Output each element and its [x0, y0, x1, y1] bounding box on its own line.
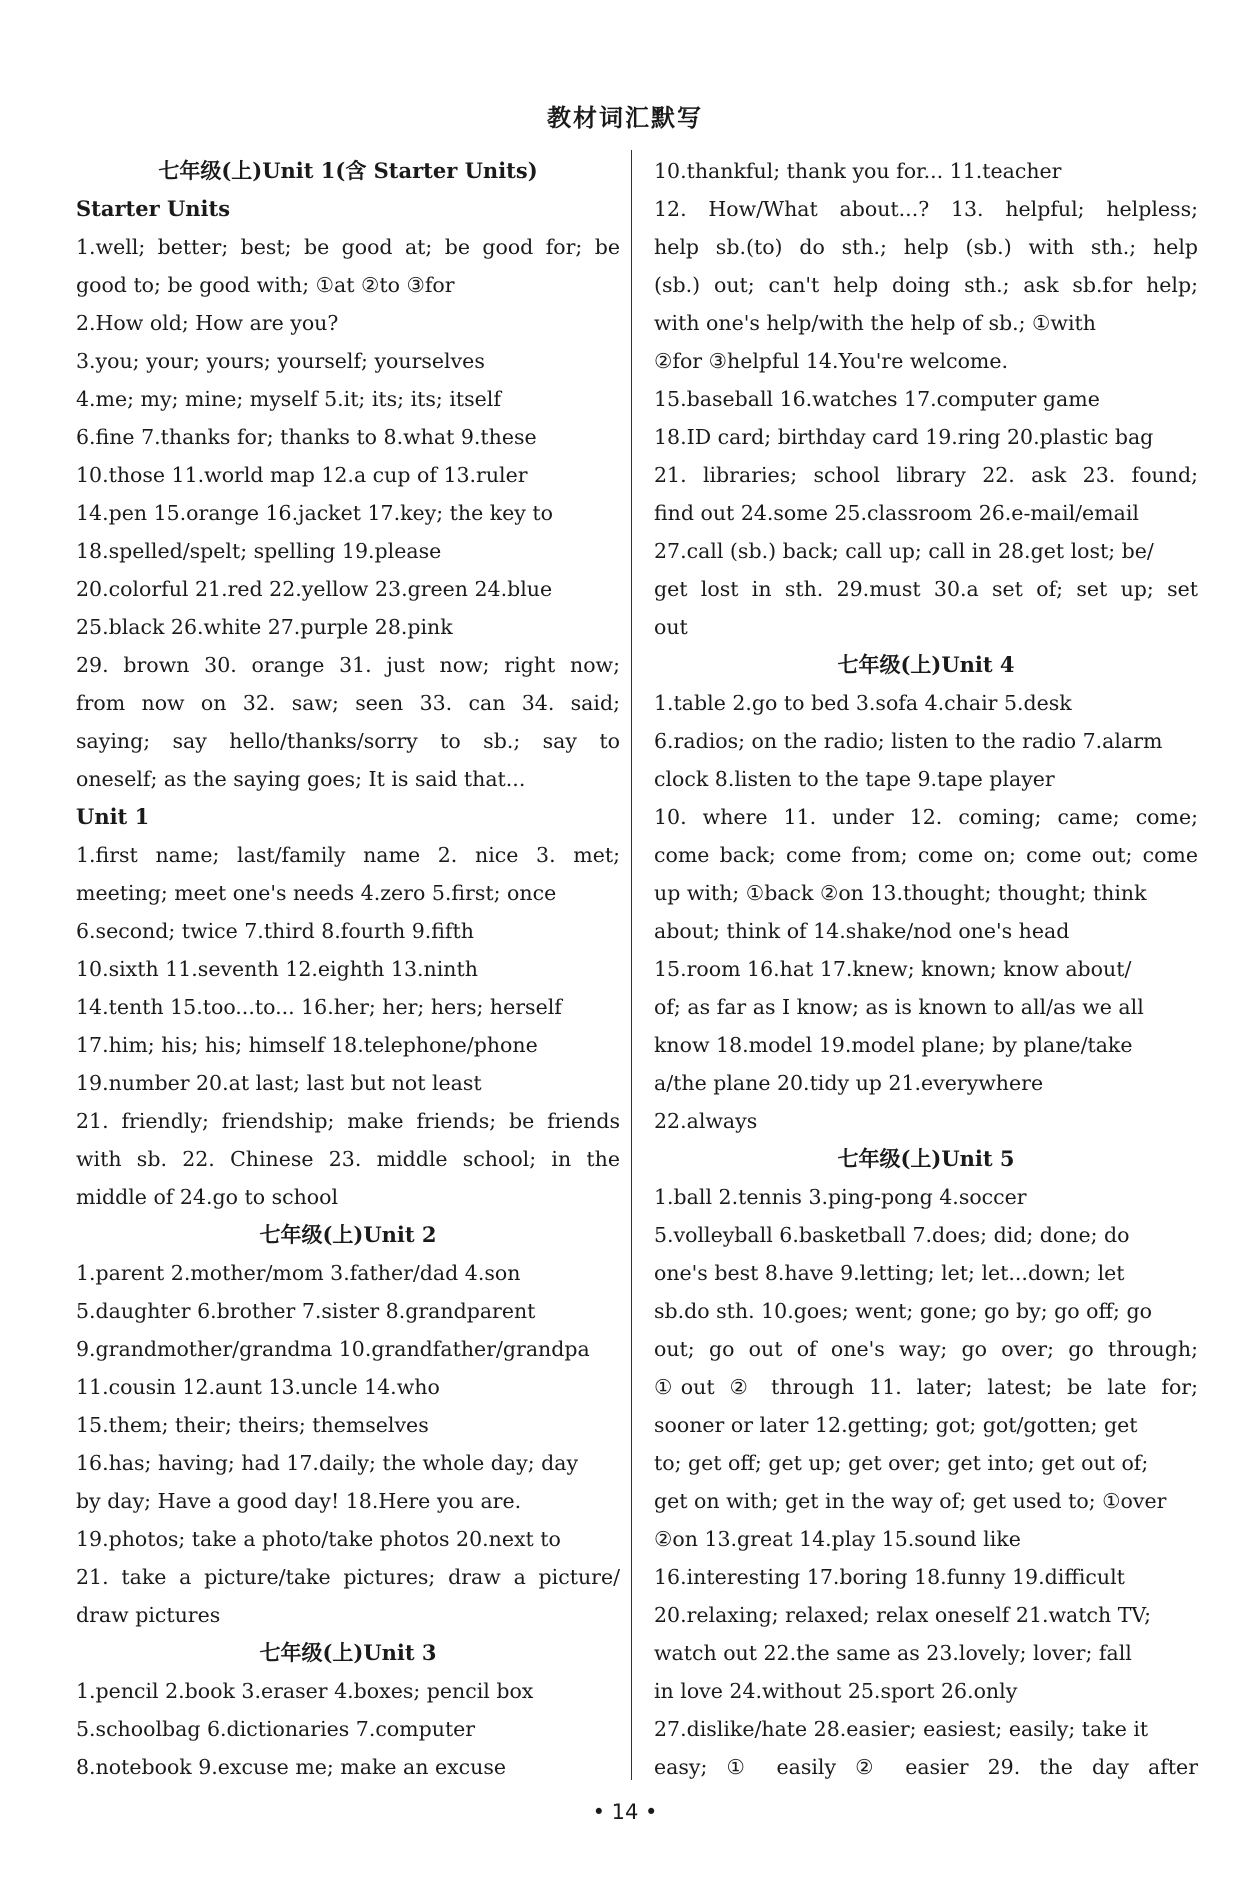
vocab-line: by day; Have a good day! 18.Here you are. [76, 1489, 522, 1513]
vocab-line: 6.radios; on the radio; listen to the radio 7.alarm [654, 729, 1163, 753]
vocab-line: with one's help/with the help of sb.; ①with [654, 311, 1096, 335]
vocab-line: 1.first name; last/family name 2. nice 3. met; [76, 843, 620, 867]
vocab-line: out [654, 615, 688, 639]
section-heading: 七年级(上)Unit 1(含 Starter Units) [158, 158, 538, 183]
vocab-line: saying; say hello/thanks/sorry to sb.; say to [76, 729, 620, 753]
vocab-line: 27.call (sb.) back; call up; call in 28.get lost; be/ [654, 539, 1154, 563]
vocab-line: draw pictures [76, 1603, 221, 1627]
vocab-line: one's best 8.have 9.letting; let; let...down; let [654, 1261, 1125, 1285]
vocab-line: 25.black 26.white 27.purple 28.pink [76, 615, 453, 639]
column-divider [631, 150, 632, 1780]
vocab-line: 22.always [654, 1109, 758, 1133]
section-heading: 七年级(上)Unit 4 [837, 652, 1015, 677]
section-heading: 七年级(上)Unit 2 [259, 1222, 437, 1247]
vocab-line: (sb.) out; can't help doing sth.; ask sb.for help; [654, 273, 1198, 297]
vocab-line: of; as far as I know; as is known to all/as we all [654, 995, 1144, 1019]
vocab-line: 1.table 2.go to bed 3.sofa 4.chair 5.desk [654, 691, 1072, 715]
section-heading: 七年级(上)Unit 3 [259, 1640, 437, 1665]
vocab-line: 15.room 16.hat 17.knew; known; know about/ [654, 957, 1132, 981]
vocab-line: 5.daughter 6.brother 7.sister 8.grandparent [76, 1299, 536, 1323]
section-heading: 七年级(上)Unit 5 [837, 1146, 1015, 1171]
section-heading: Unit 1 [76, 804, 150, 829]
section-heading: Starter Units [76, 196, 231, 221]
page-title: 教材词汇默写 [547, 104, 703, 132]
vocab-line: 5.volleyball 6.basketball 7.does; did; done; do [654, 1223, 1130, 1247]
vocab-line: 10.sixth 11.seventh 12.eighth 13.ninth [76, 957, 478, 981]
vocab-line: 19.number 20.at last; last but not least [76, 1071, 482, 1095]
vocab-line: 6.second; twice 7.third 8.fourth 9.fifth [76, 919, 474, 943]
vocab-line: 1.pencil 2.book 3.eraser 4.boxes; pencil box [76, 1679, 534, 1703]
vocab-line: 1.ball 2.tennis 3.ping-pong 4.soccer [654, 1185, 1027, 1209]
vocab-line: ②on 13.great 14.play 15.sound like [654, 1527, 1021, 1551]
vocab-line: 16.has; having; had 17.daily; the whole day; day [76, 1451, 579, 1475]
vocab-line: get on with; get in the way of; get used to; ①over [654, 1489, 1167, 1513]
vocab-line: 11.cousin 12.aunt 13.uncle 14.who [76, 1375, 440, 1399]
vocab-line: 6.fine 7.thanks for; thanks to 8.what 9.these [76, 425, 537, 449]
vocab-line: 21. libraries; school library 22. ask 23. found; [654, 463, 1198, 487]
vocab-line: 3.you; your; yours; yourself; yourselves [76, 349, 485, 373]
vocab-line: easy; ① easily ② easier 29. the day after [654, 1755, 1198, 1779]
vocab-line: come back; come from; come on; come out; come [654, 843, 1198, 867]
vocab-line: 12. How/What about...? 13. helpful; helpless; [654, 197, 1198, 221]
vocab-line: 9.grandmother/grandma 10.grandfather/grandpa [76, 1337, 590, 1361]
vocab-line: 14.pen 15.orange 16.jacket 17.key; the key to [76, 501, 553, 525]
vocab-line: 15.baseball 16.watches 17.computer game [654, 387, 1100, 411]
vocab-line: 20.colorful 21.red 22.yellow 23.green 24.blue [76, 577, 553, 601]
vocab-line: 20.relaxing; relaxed; relax oneself 21.watch TV; [654, 1603, 1152, 1627]
vocab-line: meeting; meet one's needs 4.zero 5.first; once [76, 881, 557, 905]
vocab-line: 5.schoolbag 6.dictionaries 7.computer [76, 1717, 476, 1741]
vocab-line: 1.well; better; best; be good at; be good for; be [76, 235, 620, 259]
vocab-line: 29. brown 30. orange 31. just now; right now; [76, 653, 620, 677]
vocab-line: 15.them; their; theirs; themselves [76, 1413, 429, 1437]
vocab-line: 18.ID card; birthday card 19.ring 20.plastic bag [654, 425, 1154, 449]
vocab-line: 21. friendly; friendship; make friends; be friends [76, 1109, 620, 1133]
vocab-line: about; think of 14.shake/nod one's head [654, 919, 1070, 943]
vocab-line: ①out ② through 11. later; latest; be late for; [654, 1375, 1198, 1399]
vocab-line: in love 24.without 25.sport 26.only [654, 1679, 1018, 1703]
vocab-line: find out 24.some 25.classroom 26.e-mail/email [654, 501, 1139, 525]
vocab-line: help sb.(to) do sth.; help (sb.) with sth.; help [654, 235, 1198, 259]
vocab-line: get lost in sth. 29.must 30.a set of; set up; set [654, 577, 1198, 601]
vocab-line: 10.those 11.world map 12.a cup of 13.ruler [76, 463, 528, 487]
vocab-line: 1.parent 2.mother/mom 3.father/dad 4.son [76, 1261, 521, 1285]
vocab-line: 16.interesting 17.boring 18.funny 19.difficult [654, 1565, 1125, 1589]
vocab-line: ②for ③helpful 14.You're welcome. [654, 349, 1009, 373]
vocab-line: clock 8.listen to the tape 9.tape player [654, 767, 1055, 791]
vocab-line: 21. take a picture/take pictures; draw a picture/ [76, 1565, 620, 1589]
vocab-line: oneself; as the saying goes; It is said that... [76, 767, 526, 791]
vocab-line: out; go out of one's way; go over; go through; [654, 1337, 1198, 1361]
vocab-line: a/the plane 20.tidy up 21.everywhere [654, 1071, 1044, 1095]
vocab-line: watch out 22.the same as 23.lovely; lover; fall [654, 1641, 1132, 1665]
vocab-line: middle of 24.go to school [76, 1185, 339, 1209]
vocab-line: 17.him; his; his; himself 18.telephone/phone [76, 1033, 538, 1057]
vocab-line: 4.me; my; mine; myself 5.it; its; its; itself [76, 387, 501, 411]
vocab-line: with sb. 22. Chinese 23. middle school; in the [76, 1147, 620, 1171]
page-number: • 14 • [592, 1800, 658, 1824]
vocab-line: 2.How old; How are you? [76, 311, 339, 335]
vocab-line: 27.dislike/hate 28.easier; easiest; easily; take it [654, 1717, 1149, 1741]
vocab-line: from now on 32. saw; seen 33. can 34. said; [76, 691, 620, 715]
vocab-line: up with; ①back ②on 13.thought; thought; think [654, 881, 1147, 905]
left-column [76, 152, 620, 1786]
vocab-line: good to; be good with; ①at ②to ③for [76, 273, 455, 297]
vocab-line: to; get off; get up; get over; get into; get out of; [654, 1451, 1149, 1475]
vocab-line: know 18.model 19.model plane; by plane/take [654, 1033, 1133, 1057]
vocab-line: 10.thankful; thank you for... 11.teacher [654, 159, 1062, 183]
vocab-line: 10. where 11. under 12. coming; came; come; [654, 805, 1198, 829]
vocab-line: sooner or later 12.getting; got; got/gotten; get [654, 1413, 1138, 1437]
vocab-line: sb.do sth. 10.goes; went; gone; go by; go off; go [654, 1299, 1152, 1323]
vocab-line: 14.tenth 15.too...to... 16.her; her; hers; herself [76, 995, 562, 1019]
vocab-line: 19.photos; take a photo/take photos 20.next to [76, 1527, 561, 1551]
right-column [654, 152, 1198, 1786]
vocab-line: 18.spelled/spelt; spelling 19.please [76, 539, 442, 563]
vocab-line: 8.notebook 9.excuse me; make an excuse [76, 1755, 507, 1779]
